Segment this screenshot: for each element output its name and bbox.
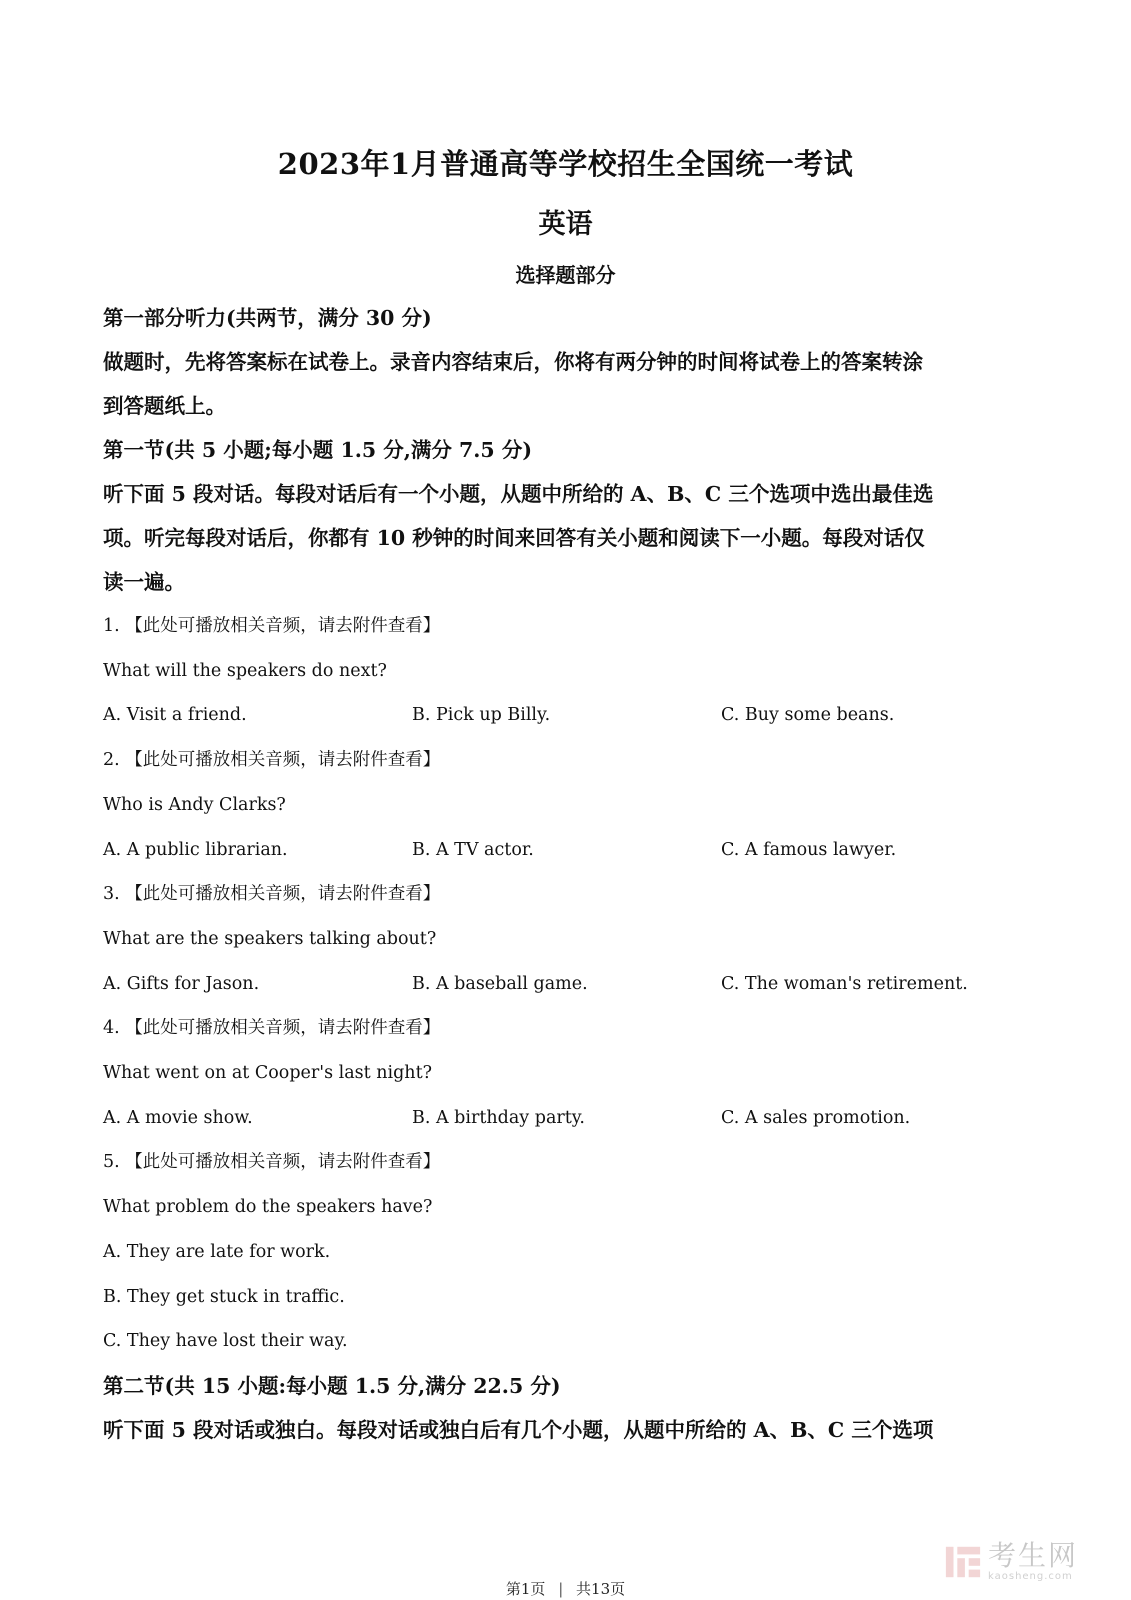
page-number: 第1页	[505, 1580, 546, 1598]
question-number: 4.	[103, 1018, 120, 1039]
watermark-en: kaosheng.com	[988, 1571, 1073, 1582]
option-b: B. A TV actor.	[412, 839, 534, 860]
question-options	[103, 828, 1033, 873]
question-options	[103, 1096, 1033, 1141]
option-c: C. A famous lawyer.	[721, 839, 897, 860]
option-b: B. Pick up Billy.	[412, 705, 551, 726]
part1-instructions-line1: 做题时，先将答案标在试卷上。录音内容结束后，你将有两分钟的时间将试卷上的答案转涂	[103, 350, 923, 374]
part1-instructions-line2: 到答题纸上。	[103, 394, 226, 418]
option-a: A. Gifts for Jason.	[103, 973, 260, 994]
question-number: 1.	[103, 616, 120, 636]
option-b: B. They get stuck in traffic.	[103, 1286, 345, 1307]
question-audio-line	[103, 1006, 1033, 1051]
part-name: 选择题部分	[515, 263, 616, 287]
option-c: C. The woman's retirement.	[721, 973, 968, 994]
option-a: A. A movie show.	[103, 1107, 253, 1128]
audio-note[interactable]: 【此处可播放相关音频，请去附件查看】	[125, 884, 441, 905]
section2-instructions: 听下面 5 段对话或独白。每段对话或独白后有几个小题，从题中所给的 A、B、C 三个选项	[103, 1417, 934, 1442]
footer-separator: |	[558, 1580, 564, 1598]
question-text: What will the speakers do next?	[103, 660, 387, 681]
watermark-text	[988, 1541, 1078, 1583]
exam-title: 2023年1月普通高等学校招生全国统一考试	[277, 147, 854, 181]
section1-instructions-line2: 项。听完每段对话后，你都有 10 秒钟的时间来回答有关小题和阅读下一小题。每段对话仅	[103, 526, 925, 550]
section1-instructions-line3: 读一遍。	[103, 570, 185, 594]
question-number: 2.	[103, 750, 120, 771]
question-audio-line	[103, 1140, 1033, 1185]
exam-subject: 英语	[538, 209, 593, 240]
audio-note[interactable]: 【此处可播放相关音频，请去附件查看】	[125, 750, 441, 771]
option-c: C. They have lost their way.	[103, 1331, 348, 1352]
part1-heading: 第一部分听力(共两节，满分 30 分)	[103, 306, 432, 330]
question-text: What problem do the speakers have?	[103, 1197, 433, 1218]
question-options	[103, 962, 1033, 1007]
page-total: 共13页	[576, 1580, 626, 1598]
option-c: C. A sales promotion.	[721, 1107, 911, 1128]
audio-note[interactable]: 【此处可播放相关音频，请去附件查看】	[125, 1152, 441, 1173]
kaosheng-logo-icon	[944, 1543, 982, 1581]
option-a: A. Visit a friend.	[103, 705, 247, 726]
exam-body	[103, 296, 1033, 1452]
option-a: A. A public librarian.	[103, 839, 288, 860]
question-text: What are the speakers talking about?	[103, 928, 437, 949]
question-text: What went on at Cooper's last night?	[103, 1063, 432, 1084]
question-audio-line	[103, 872, 1033, 917]
question-audio-line	[103, 738, 1033, 783]
audio-note[interactable]: 【此处可播放相关音频，请去附件查看】	[125, 616, 441, 636]
watermark-cn: 考生网	[988, 1539, 1079, 1572]
option-a: A. They are late for work.	[103, 1241, 331, 1262]
audio-note[interactable]: 【此处可播放相关音频，请去附件查看】	[125, 1018, 441, 1039]
section1-heading: 第一节(共 5 小题;每小题 1.5 分,满分 7.5 分)	[103, 438, 533, 462]
question-options	[103, 693, 1033, 738]
question-number: 5.	[103, 1152, 120, 1173]
section1-instructions-line1: 听下面 5 段对话。每段对话后有一个小题，从题中所给的 A、B、C 三个选项中选出最佳选	[103, 482, 934, 506]
section2-heading: 第二节(共 15 小题:每小题 1.5 分,满分 22.5 分)	[103, 1373, 561, 1398]
question-text: Who is Andy Clarks?	[103, 794, 286, 815]
option-c: C. Buy some beans.	[721, 705, 895, 726]
option-b: B. A baseball game.	[412, 973, 588, 994]
question-audio-line	[103, 604, 1033, 649]
page-footer	[0, 1578, 1131, 1599]
option-b: B. A birthday party.	[412, 1107, 585, 1128]
question-number: 3.	[103, 884, 120, 905]
